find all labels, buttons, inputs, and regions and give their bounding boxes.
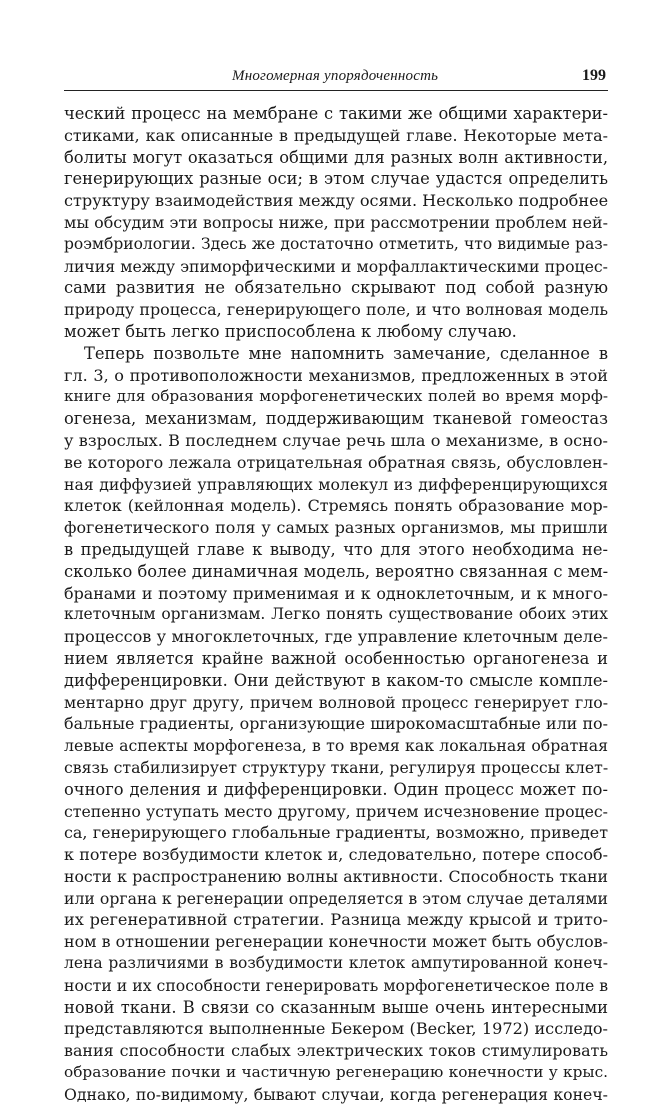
text-line: книге для образования морфогенетических полей во время морф-: [64, 387, 608, 406]
text-line: сколько более динамичная модель, вероятно связанная с мем-: [64, 561, 608, 581]
text-line: ве которого лежала отрицательная обратная связь, обусловлен-: [64, 452, 608, 472]
text-line: нием является крайне важной особенностью органогенеза и: [64, 648, 608, 668]
text-line: в предыдущей главе к выводу, что для этого необходима не-: [64, 539, 608, 559]
page-number: 199: [582, 67, 606, 84]
text-line: ческий процесс на мембране с такими же общими характери-: [64, 104, 608, 123]
text-line: мы обсудим эти вопросы ниже, при рассмотрении проблем ней-: [64, 212, 608, 232]
text-line: Однако, по-видимому, бывают случаи, когда регенерация конеч-: [64, 1084, 608, 1104]
text-line: бальные градиенты, организующие широкомасштабные или по-: [64, 714, 608, 734]
text-line: природу процесса, генерирующего поле, и что волновая модель: [64, 300, 608, 320]
text-line: их регенеративной стратегии. Разница между крысой и трито-: [64, 910, 608, 930]
text-line: дифференцировки. Они действуют в каком-то смысле компле-: [64, 670, 608, 690]
text-line: ном в отношении регенерации конечности может быть обуслов-: [64, 932, 608, 952]
text-line: ная диффузией управляющих молекул из дифференцирующихся: [64, 474, 608, 494]
text-line: Теперь позвольте мне напомнить замечание, сделанное в: [84, 343, 608, 363]
text-line: ментарно друг другу, причем волновой процесс генерирует гло-: [64, 692, 608, 712]
running-title: Многомерная упорядоченность: [232, 68, 439, 84]
text-line: гл. 3, о противоположности механизмов, предложенных в этой: [64, 365, 608, 385]
text-line: структуру взаимодействия между осями. Несколько подробнее: [64, 191, 608, 211]
body-text: [64, 103, 608, 1106]
text-line: клеточным организмам. Легко понять существование обоих этих: [64, 605, 608, 624]
text-line: бранами и поэтому применимая и к одноклеточным, и к много-: [64, 583, 608, 603]
book-page: [64, 0, 608, 1104]
text-line: ности к распространению волны активности. Способность ткани: [64, 866, 608, 886]
text-line: личия между эпиморфическими и морфаллактическими процес-: [64, 256, 608, 276]
text-line: к потере возбудимости клеток и, следовательно, потере способ-: [64, 845, 608, 865]
text-line: может быть легко приспособлена к любому случаю.: [64, 321, 517, 341]
text-line: левые аспекты морфогенеза, в то время как локальная обратная: [64, 736, 608, 756]
text-line: образование почки и частичную регенерацию конечности у крыс.: [64, 1063, 608, 1082]
text-line: новой ткани. В связи со сказанным выше очень интересными: [64, 997, 608, 1017]
text-line: очного деления и дифференцировки. Один процесс может по-: [64, 779, 608, 799]
text-line: вания способности слабых электрических токов стимулировать: [64, 1041, 608, 1061]
text-line: ности и их способности генерировать морфогенетическое поле в: [64, 975, 608, 995]
text-line: роэмбриологии. Здесь же достаточно отметить, что видимые раз-: [64, 234, 608, 253]
text-line: связь стабилизирует структуру ткани, регулируя процессы клет-: [64, 757, 608, 777]
running-header: [64, 64, 608, 91]
text-line: стиками, как описанные в предыдущей главе. Некоторые мета-: [64, 125, 608, 145]
text-line: процессов у многоклеточных, где управление клеточным деле-: [64, 627, 608, 647]
text-line: у взрослых. В последнем случае речь шла о механизме, в осно-: [64, 430, 608, 450]
text-line: генерирующих разные оси; в этом случае удастся определить: [64, 169, 608, 189]
text-line: или органа к регенерации определяется в этом случае деталями: [64, 888, 608, 908]
text-line: сами развития не обязательно скрывают под собой разную: [64, 278, 608, 298]
text-line: клеток (кейлонная модель). Стремясь понять образование мор-: [64, 496, 608, 516]
text-line: болиты могут оказаться общими для разных волн активности,: [64, 147, 608, 167]
text-line: степенно уступать место другому, причем исчезновение процес-: [64, 801, 608, 821]
text-line: представляются выполненные Бекером (Becker, 1972) исследо-: [64, 1019, 608, 1039]
text-line: лена различиями в возбудимости клеток ампутированной конеч-: [64, 954, 608, 973]
text-line: са, генерирующего глобальные градиенты, возможно, приведет: [64, 823, 608, 843]
text-line: фогенетического поля у самых разных организмов, мы пришли: [64, 518, 608, 538]
text-line: огенеза, механизмам, поддерживающим тканевой гомеостаз: [64, 409, 608, 429]
